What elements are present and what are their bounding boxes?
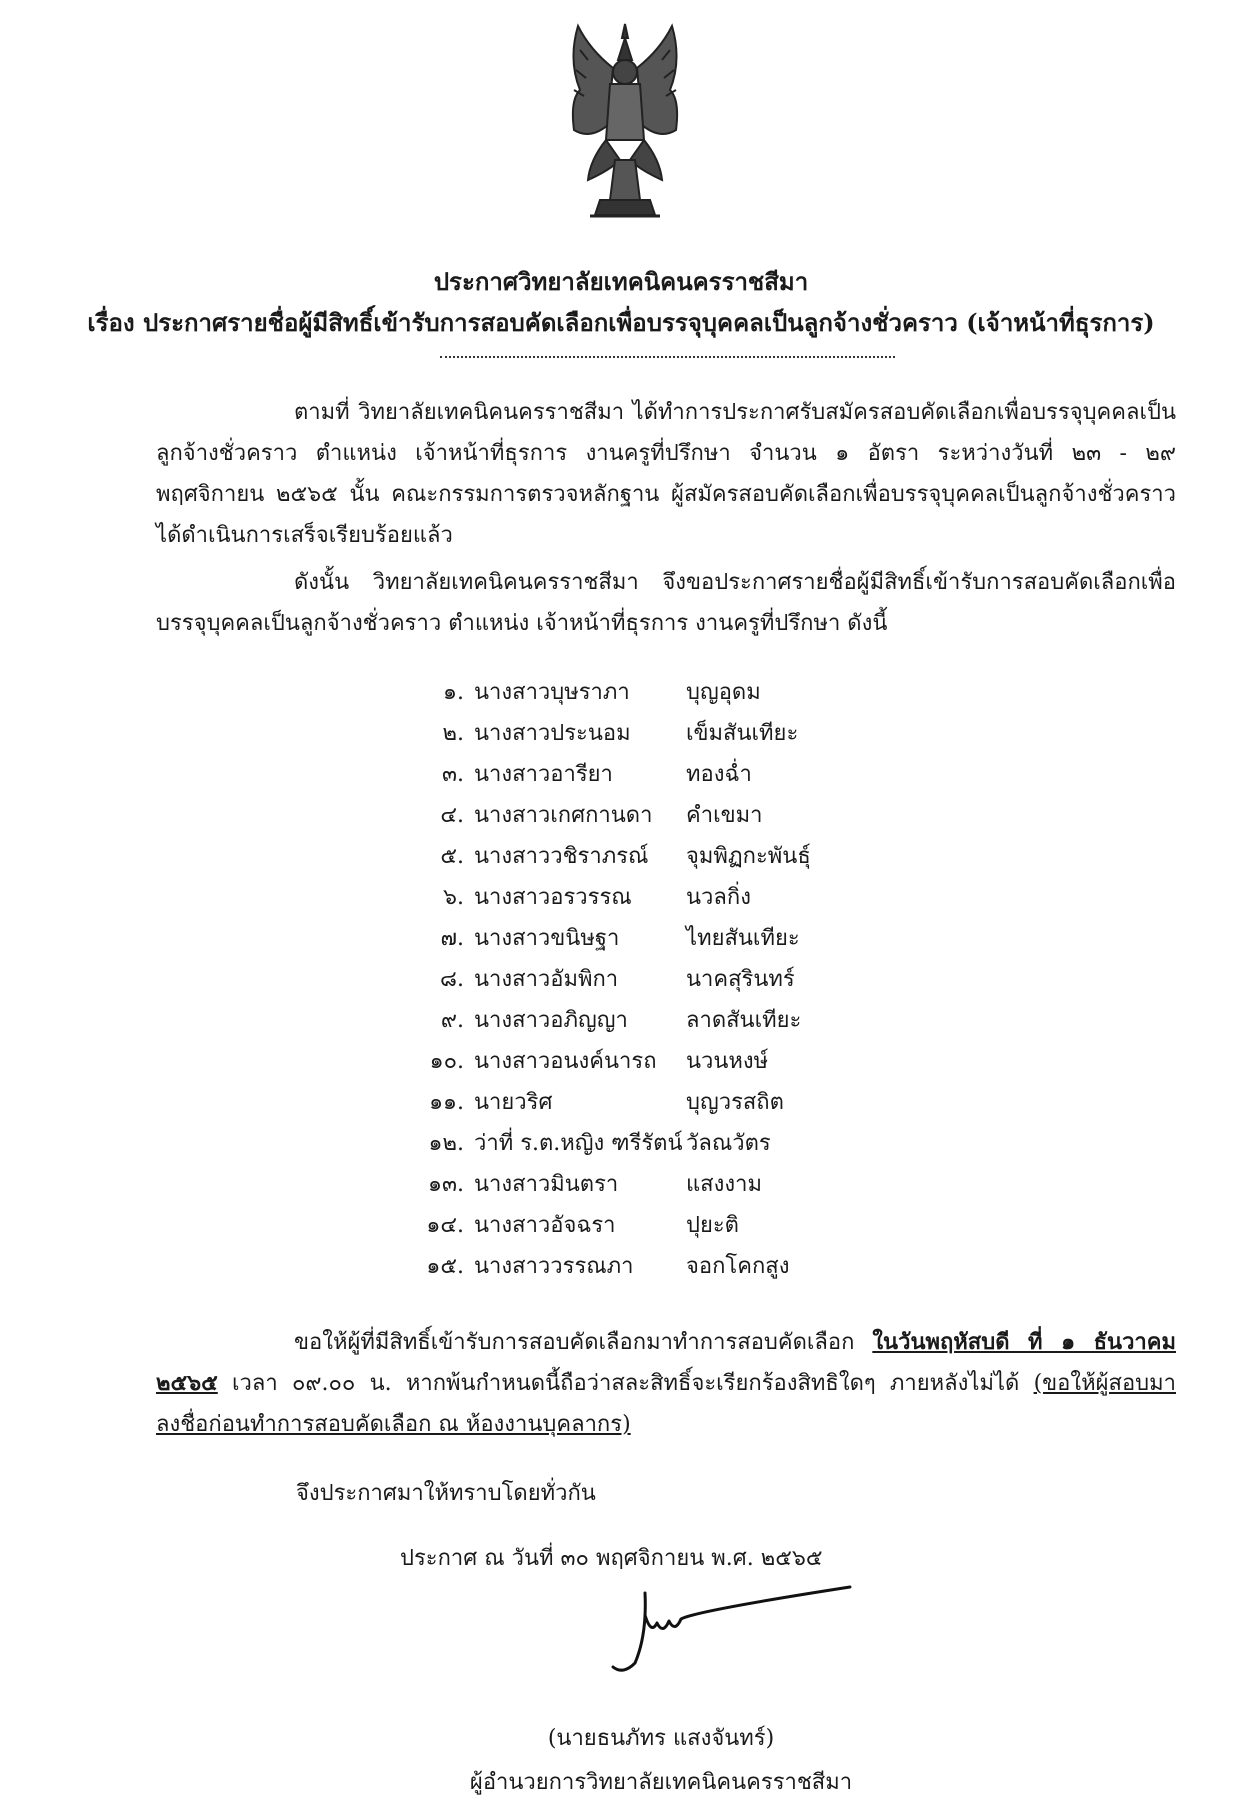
candidate-first-name: นางสาวมินตรา bbox=[474, 1172, 619, 1197]
candidate-first-name: นายวริศ bbox=[474, 1090, 553, 1115]
signatory-position: ผู้อำนวยการวิทยาลัยเทคนิคนครราชสีมา bbox=[469, 1770, 853, 1795]
announcement-date: ประกาศ ณ วันที่ ๓๐ พฤศจิกายน พ.ศ. ๒๕๖๕ bbox=[400, 1546, 823, 1571]
candidate-last-name: ไทยสันเทียะ bbox=[686, 926, 800, 951]
candidate-first-name: นางสาวประนอม bbox=[474, 721, 631, 746]
candidate-last-name: เข็มสันเทียะ bbox=[686, 721, 799, 746]
candidate-last-name: วัลณวัตร bbox=[686, 1131, 771, 1156]
candidate-last-name: นวนหงษ์ bbox=[686, 1049, 769, 1074]
candidate-last-name: นาคสุรินทร์ bbox=[686, 967, 795, 992]
item-number: ๙. bbox=[440, 1008, 464, 1033]
item-number: ๑. bbox=[443, 680, 464, 705]
item-number: ๖. bbox=[443, 885, 464, 910]
candidate-first-name: นางสาวขนิษฐา bbox=[474, 926, 620, 951]
candidate-last-name: ปุยะติ bbox=[686, 1213, 739, 1238]
instruction-time-text: เวลา ๐๙.๐๐ น. หากพ้นกำหนดนี้ถือว่าสละสิทธิ์จะเรียกร้องสิทธิใดๆ ภายหลังไม่ได้ bbox=[217, 1371, 1034, 1396]
candidate-last-name: ทองฉ่ำ bbox=[686, 762, 752, 787]
candidate-first-name: ว่าที่ ร.ต.หญิง ฑรีรัตน์ bbox=[474, 1131, 683, 1156]
item-number: ๔. bbox=[440, 803, 464, 828]
candidate-first-name: นางสาววรรณภา bbox=[474, 1254, 634, 1279]
candidate-first-name: นางสาวอัมพิกา bbox=[474, 967, 619, 992]
intro-paragraph: ตามที่ วิทยาลัยเทคนิคนครราชสีมา ได้ทำการประกาศรับสมัครสอบคัดเลือกเพื่อบรรจุบุคคลเป็นลูกจ้างชั่วคราว ตำแหน่ง เจ้าหน้าที่ธุรการ งานครูที่ปรึกษา จำนวน ๑ อัตรา ระหว่างวันที่ ๒๓ - ๒๙ พฤศจิกายน ๒๕๖๕ นั้น คณะกรรมการตรวจหลักฐาน ผู้สมัครสอบคัดเลือกเพื่อบรรจุบุคคลเป็นลูกจ้างชั่วคราวได้ดำเนินการเสร็จเรียบร้อยแล้ว bbox=[156, 400, 1176, 548]
item-number: ๑๔. bbox=[426, 1213, 464, 1238]
announcement-paragraph: ดังนั้น วิทยาลัยเทคนิคนครราชสีมา จึงขอประกาศรายชื่อผู้มีสิทธิ์เข้ารับการสอบคัดเลือกเพื่อบรรจุบุคคลเป็นลูกจ้างชั่วคราว ตำแหน่ง เจ้าหน้าที่ธุรการ งานครูที่ปรึกษา ดังนี้ bbox=[156, 570, 1176, 636]
candidate-first-name: นางสาวอารียา bbox=[474, 762, 613, 787]
candidate-last-name: บุญวรสถิต bbox=[686, 1090, 784, 1115]
exam-instruction-paragraph bbox=[156, 1322, 1176, 1445]
garuda-emblem-icon bbox=[560, 20, 690, 235]
item-number: ๑๕. bbox=[426, 1254, 464, 1279]
candidate-first-name: นางสาวอภิญญา bbox=[474, 1008, 628, 1033]
candidate-first-name: นางสาววชิราภรณ์ bbox=[474, 844, 649, 869]
candidate-last-name: ลาดสันเทียะ bbox=[686, 1008, 802, 1033]
item-number: ๑๑. bbox=[429, 1090, 464, 1115]
handwritten-signature bbox=[605, 1575, 855, 1690]
candidate-last-name: แสงงาม bbox=[686, 1172, 762, 1197]
dotted-divider bbox=[440, 356, 895, 358]
instruction-text: ขอให้ผู้ที่มีสิทธิ์เข้ารับการสอบคัดเลือกมาทำการสอบคัดเลือก bbox=[294, 1330, 873, 1355]
item-number: ๓. bbox=[441, 762, 464, 787]
item-number: ๑๓. bbox=[428, 1172, 464, 1197]
candidate-first-name: นางสาวบุษราภา bbox=[474, 680, 630, 705]
candidate-first-name: นางสาวอนงค์นารถ bbox=[474, 1049, 657, 1074]
candidate-first-name: นางสาวอัจฉรา bbox=[474, 1213, 616, 1238]
candidate-first-name: นางสาวอรวรรณ bbox=[474, 885, 632, 910]
candidate-first-name: นางสาวเกศกานดา bbox=[474, 803, 653, 828]
item-number: ๒. bbox=[442, 721, 464, 746]
sign-in-note: (ขอให้ผู้สอบมาลงชื่อก่อนทำการสอบคัดเลือก ณ ห้องงานบุคลากร) bbox=[156, 1371, 1176, 1437]
announcement-org-title: ประกาศวิทยาลัยเทคนิคนครราชสีมา bbox=[433, 267, 809, 296]
candidate-last-name: คำเขมา bbox=[686, 803, 763, 828]
item-number: ๘. bbox=[440, 967, 464, 992]
item-number: ๑๐. bbox=[429, 1049, 464, 1074]
candidate-last-name: บุญอุดม bbox=[686, 680, 761, 705]
item-number: ๗. bbox=[440, 926, 464, 951]
candidate-last-name: จุมพิฏกะพันธุ์ bbox=[686, 844, 811, 869]
item-number: ๑๒. bbox=[428, 1131, 464, 1156]
exam-date-highlight: ในวันพฤหัสบดี ที่ ๑ ธันวาคม ๒๕๖๕ bbox=[156, 1329, 1176, 1396]
item-number: ๕. bbox=[440, 844, 464, 869]
announcement-subject: เรื่อง ประกาศรายชื่อผู้มีสิทธิ์เข้ารับการสอบคัดเลือกเพื่อบรรจุบุคคลเป็นลูกจ้างชั่วคราว (เจ้าหน้าที่ธุรการ) bbox=[87, 308, 1155, 337]
closing-statement: จึงประกาศมาให้ทราบโดยทั่วกัน bbox=[296, 1481, 596, 1506]
signatory-name: (นายธนภัทร แสงจันทร์) bbox=[547, 1726, 775, 1751]
candidate-last-name: นวลกิ่ง bbox=[686, 885, 751, 910]
candidate-last-name: จอกโคกสูง bbox=[686, 1254, 790, 1279]
